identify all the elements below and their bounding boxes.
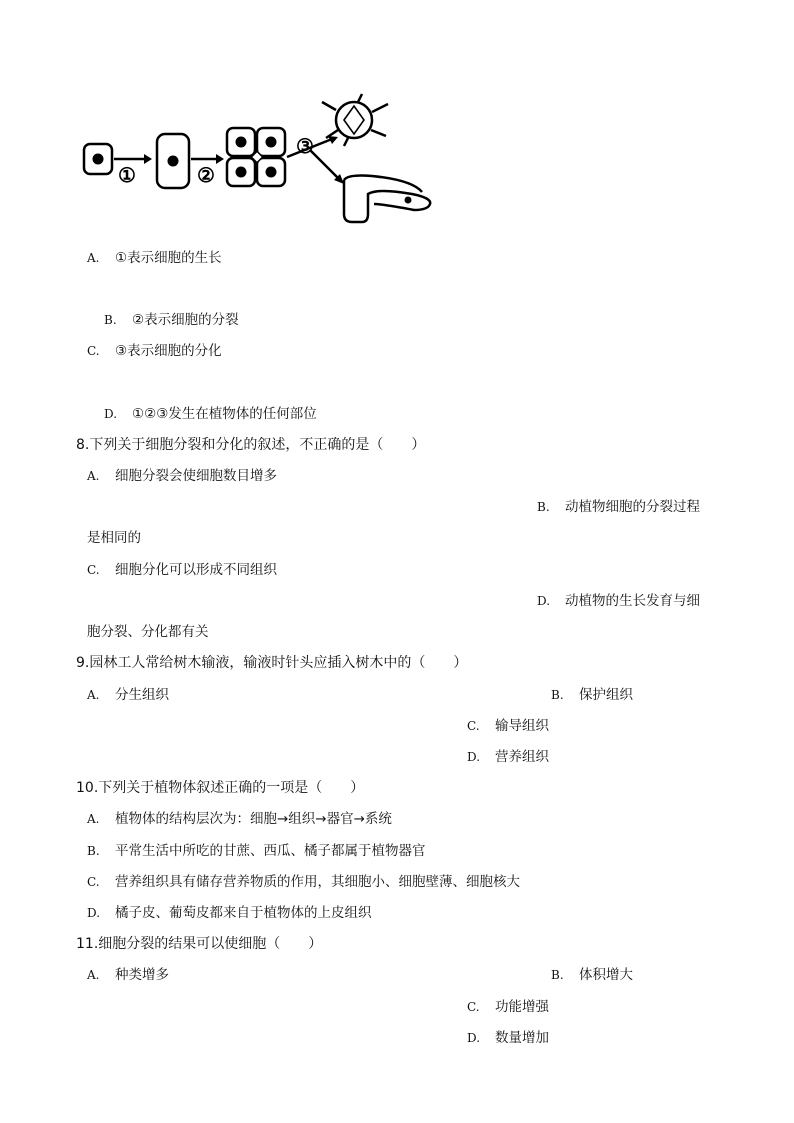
q9-option-c[interactable]: C. 输导组织 xyxy=(467,718,549,734)
q7-option-b[interactable]: B. ②表示细胞的分裂 xyxy=(104,312,239,328)
q8-option-c[interactable]: C. 细胞分化可以形成不同组织 xyxy=(87,562,277,578)
q9-option-a[interactable]: A. 分生组织 xyxy=(87,687,169,703)
q10-stem: 10.下列关于植物体叙述正确的一项是（ ） xyxy=(76,780,365,796)
q9-option-b[interactable]: B. 保护组织 xyxy=(551,687,633,703)
q9-stem: 9.园林工人常给树木输液，输液时针头应插入树木中的（ ） xyxy=(76,655,468,671)
q11-option-b[interactable]: B. 体积增大 xyxy=(551,967,633,983)
q8-option-b[interactable]: B. 动植物细胞的分裂过程 xyxy=(537,499,700,515)
differentiated-cell-hair xyxy=(344,180,430,222)
q8-option-d-cont: 胞分裂、分化都有关 xyxy=(87,624,209,640)
q7-option-d[interactable]: D. ①②③发生在植物体的任何部位 xyxy=(104,406,317,422)
q8-option-a[interactable]: A. 细胞分裂会使细胞数目增多 xyxy=(87,468,277,484)
q9-option-d[interactable]: D. 营养组织 xyxy=(467,749,549,765)
q10-option-d[interactable]: D. 橘子皮、葡萄皮都来自于植物体的上皮组织 xyxy=(87,905,372,921)
step-label-1: ① xyxy=(118,163,136,187)
q8-stem: 8.下列关于细胞分裂和分化的叙述，不正确的是（ ） xyxy=(76,437,426,453)
q10-option-c[interactable]: C. 营养组织具有储存营养物质的作用，其细胞小、细胞壁薄、细胞核大 xyxy=(87,874,520,890)
q8-option-b-cont: 是相同的 xyxy=(87,530,141,546)
q10-option-b[interactable]: B. 平常生活中所吃的甘蔗、西瓜、橘子都属于植物器官 xyxy=(87,843,426,859)
step-label-2: ② xyxy=(197,163,215,187)
q11-option-d[interactable]: D. 数量增加 xyxy=(467,1030,549,1046)
differentiated-cell-round xyxy=(336,102,372,138)
q8-option-d[interactable]: D. 动植物的生长发育与细 xyxy=(537,593,700,609)
cell-process-diagram xyxy=(82,92,442,232)
q10-option-a[interactable]: A. 植物体的结构层次为：细胞→组织→器官→系统 xyxy=(87,811,392,827)
q7-option-a[interactable]: A. ①表示细胞的生长 xyxy=(87,250,222,266)
q11-option-a[interactable]: A. 种类增多 xyxy=(87,967,169,983)
step-label-3: ③ xyxy=(296,134,314,158)
q11-stem: 11.细胞分裂的结果可以使细胞（ ） xyxy=(76,936,323,952)
q11-option-c[interactable]: C. 功能增强 xyxy=(467,999,549,1015)
q7-option-c[interactable]: C. ③表示细胞的分化 xyxy=(87,343,222,359)
